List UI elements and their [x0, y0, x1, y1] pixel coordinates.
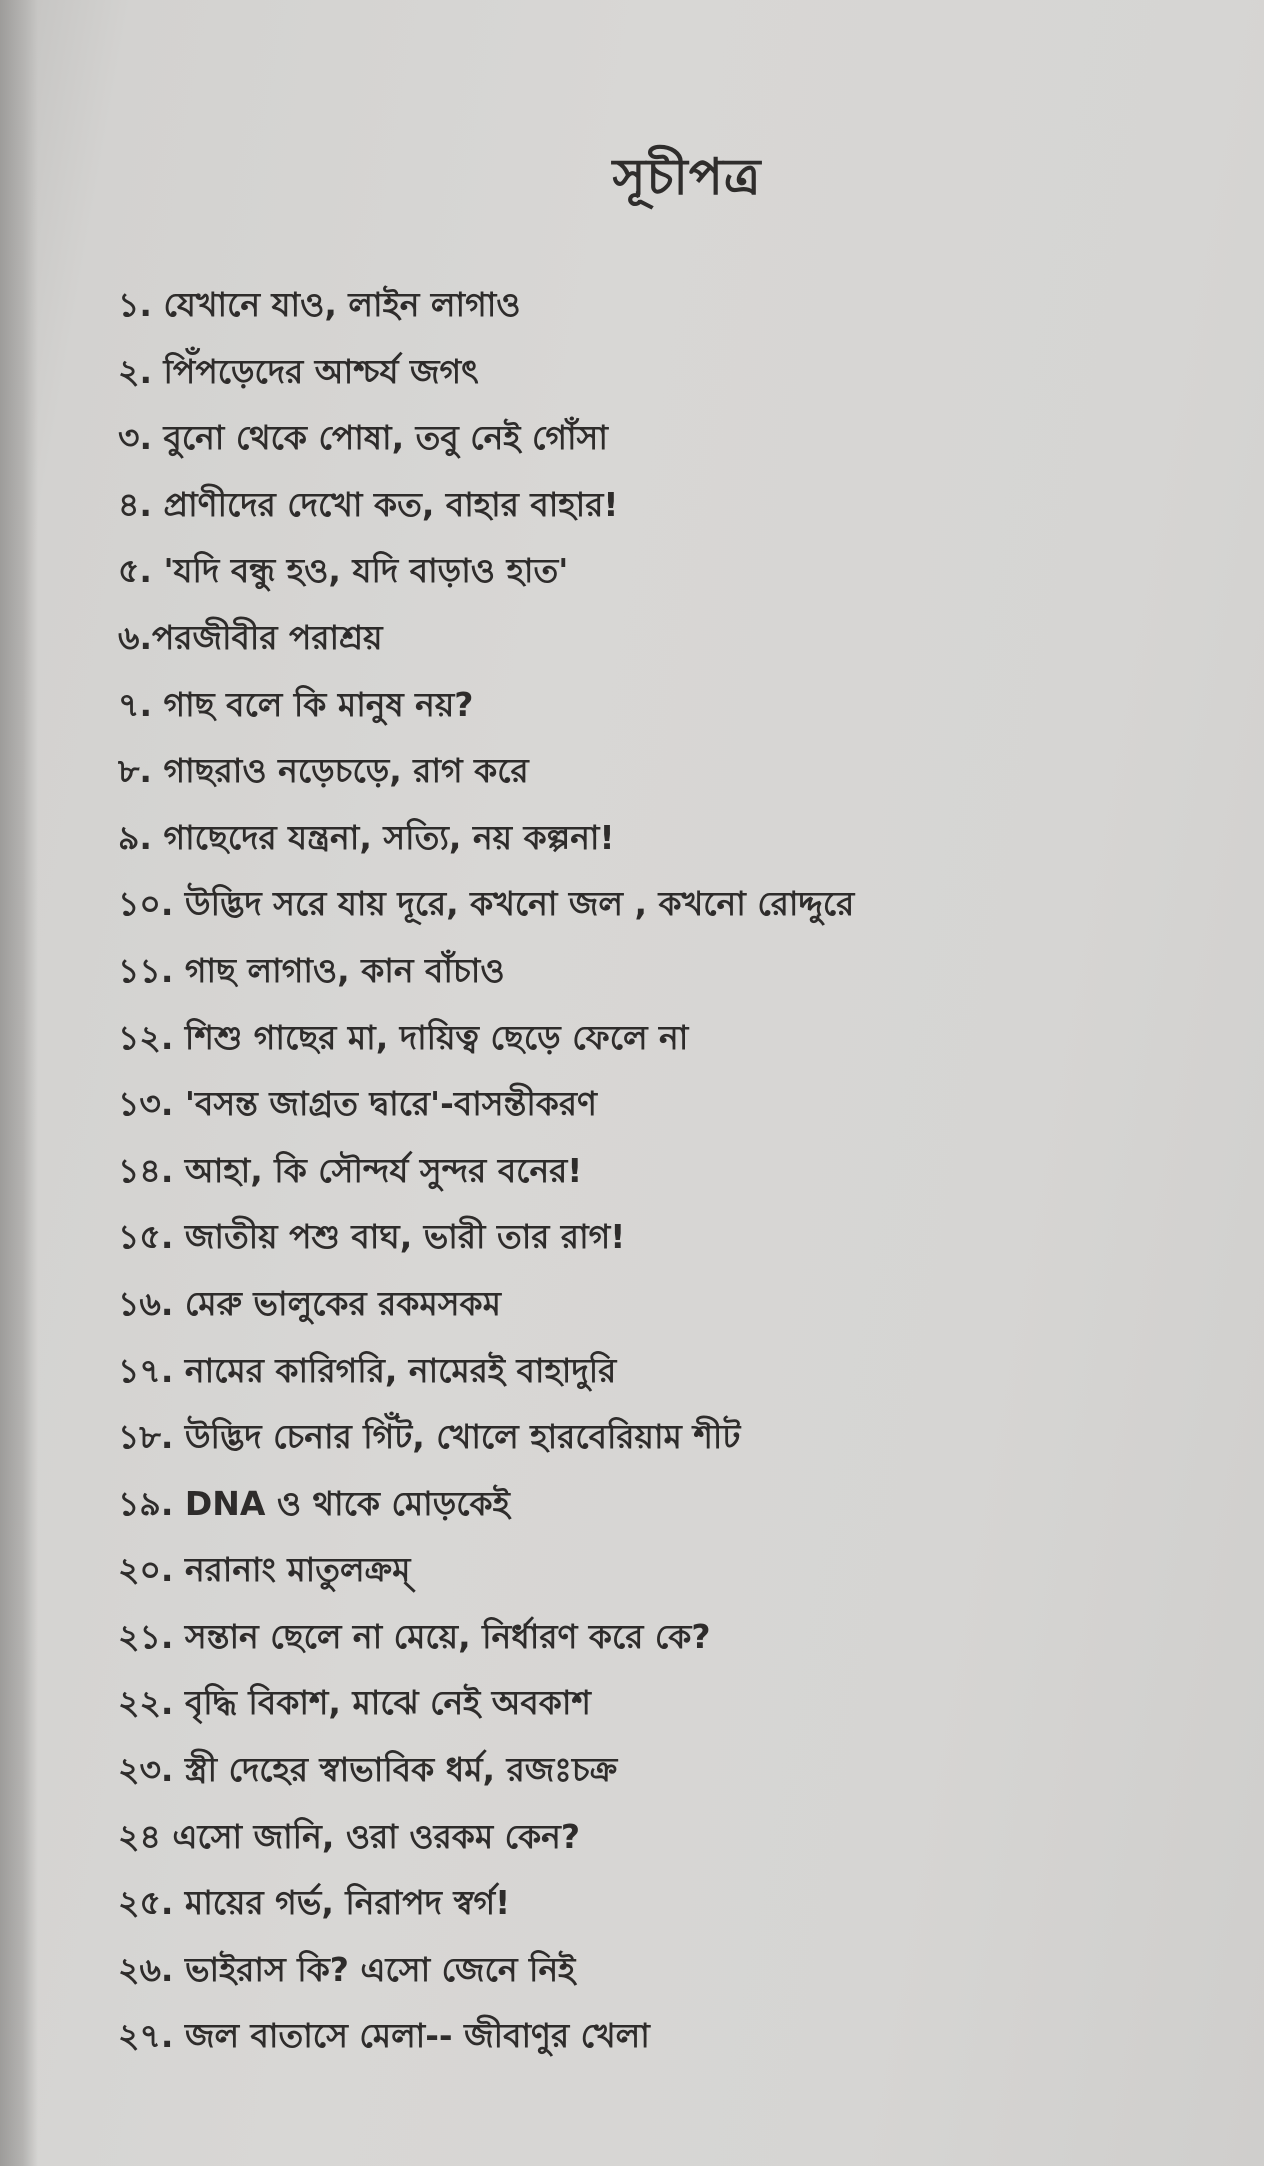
toc-entry-text: ১৩. 'বসন্ত জাগ্রত দ্বারে'-বাসন্তীকরণ: [118, 1084, 597, 1124]
toc-entry: [118, 1537, 1238, 1604]
toc-entry-text: ২৬. ভাইরাস কি? এসো জেনে নিই: [118, 1949, 576, 1989]
toc-entry: [118, 1204, 1238, 1271]
toc-entry-text: ৪. প্রাণীদের দেখো কত, বাহার বাহার!: [118, 484, 619, 524]
toc-entry-text: ৮. গাছরাও নড়েচড়ে, রাগ করে: [118, 751, 529, 791]
toc-entry: [118, 405, 1238, 472]
toc-entry-text: ১৭. নামের কারিগরি, নামেরই বাহাদুরি: [118, 1350, 617, 1390]
toc-entry: [118, 672, 1238, 739]
toc-entry: [118, 605, 1238, 672]
toc-entry-text: ১৮. উদ্ভিদ চেনার গিঁট, খোলে হারবেরিয়াম শীট: [118, 1417, 741, 1457]
toc-entry-text: ২১. সন্তান ছেলে না মেয়ে, নির্ধারণ করে কে?: [118, 1616, 711, 1656]
toc-entry: [118, 538, 1238, 605]
toc-entry-text: ২৫. মায়ের গর্ভ, নিরাপদ স্বর্গ!: [118, 1883, 511, 1923]
toc-entry: [118, 2003, 1238, 2070]
toc-entry: [118, 938, 1238, 1005]
toc-entry-text: ১৯. DNA ও থাকে মোড়কেই: [118, 1483, 510, 1523]
toc-entry-text: ৬.পরজীবীর পরাশ্রয়: [118, 617, 383, 657]
toc-entry-text: ১. যেখানে যাও, লাইন লাগাও: [118, 285, 521, 324]
toc-entry: [118, 1804, 1238, 1871]
toc-entry-text: ৩. বুনো থেকে পোষা, তবু নেই গোঁসা: [118, 418, 608, 458]
table-of-contents: [118, 272, 1238, 2070]
page-gutter-shadow: [0, 0, 38, 2166]
toc-entry-text: ১০. উদ্ভিদ সরে যায় দূরে, কখনো জল , কখনো রোদ্দুরে: [118, 884, 855, 924]
toc-entry: [118, 1471, 1238, 1538]
toc-entry-text: ২২. বৃদ্ধি বিকাশ, মাঝে নেই অবকাশ: [118, 1683, 591, 1723]
toc-entry-text: ৭. গাছ বলে কি মানুষ নয়?: [118, 684, 474, 724]
toc-entry-text: ১৬. মেরু ভালুকের রকমসকম: [118, 1283, 501, 1323]
toc-entry-text: ২৩. স্ত্রী দেহের স্বাভাবিক ধর্ম, রজঃচক্র: [118, 1750, 618, 1790]
toc-entry: [118, 1670, 1238, 1737]
toc-entry: [118, 1005, 1238, 1072]
toc-entry: [118, 1138, 1238, 1205]
toc-entry: [118, 272, 1238, 339]
toc-entry-text: ১২. শিশু গাছের মা, দায়িত্ব ছেড়ে ফেলে না: [118, 1017, 689, 1057]
toc-entry: [118, 1870, 1238, 1937]
toc-entry: [118, 738, 1238, 805]
toc-entry: [118, 339, 1238, 406]
toc-entry-text: ১৪. আহা, কি সৌন্দর্য সুন্দর বনের!: [118, 1150, 583, 1190]
toc-entry-text: ২০. নরানাং মাতুলক্রম্: [118, 1550, 411, 1590]
toc-entry-text: ৯. গাছেদের যন্ত্রনা, সত্যি, নয় কল্পনা!: [118, 817, 615, 857]
toc-entry: [118, 1737, 1238, 1804]
toc-entry-text: ২৭. জল বাতাসে মেলা-- জীবাণুর খেলা: [118, 2016, 650, 2056]
toc-entry-text: ১৫. জাতীয় পশু বাঘ, ভারী তার রাগ!: [118, 1217, 626, 1257]
toc-entry: [118, 1271, 1238, 1338]
toc-entry: [118, 871, 1238, 938]
toc-entry: [118, 1937, 1238, 2004]
toc-entry: [118, 805, 1238, 872]
toc-entry: [118, 1604, 1238, 1671]
toc-entry: [118, 472, 1238, 539]
page-title: সূচীপত্র: [612, 148, 762, 206]
toc-entry-text: ২. পিঁপড়েদের আশ্চর্য জগৎ: [118, 351, 479, 391]
toc-entry: [118, 1338, 1238, 1405]
toc-entry-text: ১১. গাছ লাগাও, কান বাঁচাও: [118, 950, 505, 990]
toc-entry-text: ৫. 'যদি বন্ধু হও, যদি বাড়াও হাত': [118, 551, 569, 591]
toc-entry: [118, 1071, 1238, 1138]
toc-entry: [118, 1404, 1238, 1471]
toc-entry-text: ২৪ এসো জানি, ওরা ওরকম কেন?: [118, 1816, 580, 1856]
